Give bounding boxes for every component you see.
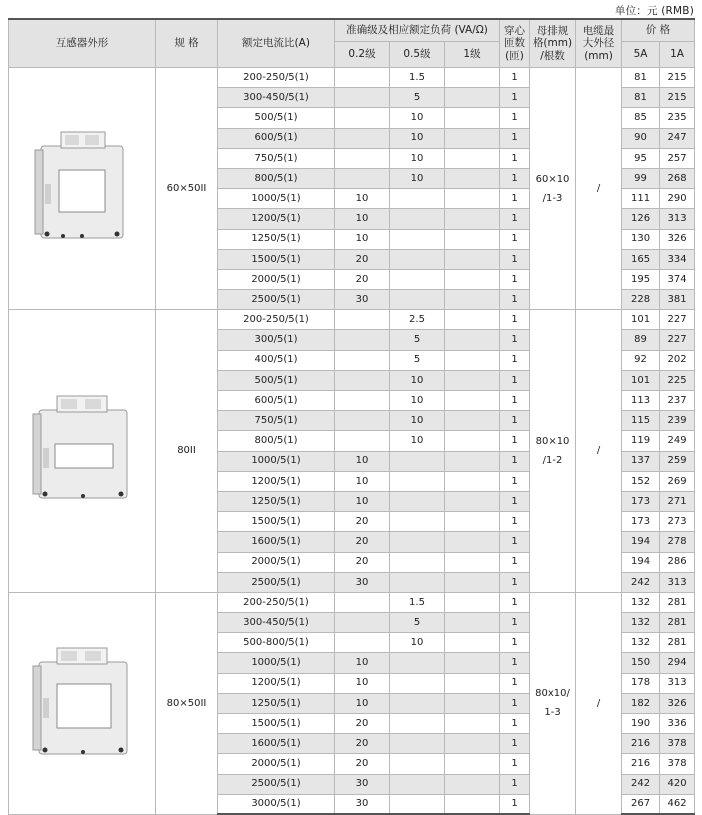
ratio-cell: 750/5(1) <box>218 411 335 431</box>
price-1a-cell: 235 <box>660 108 695 128</box>
acc-02-cell: 10 <box>335 653 390 673</box>
price-1a-cell: 202 <box>660 350 695 370</box>
price-5a-cell: 101 <box>622 370 660 390</box>
price-5a-cell: 119 <box>622 431 660 451</box>
turns-cell: 1 <box>500 532 530 552</box>
ratio-cell: 1600/5(1) <box>218 734 335 754</box>
acc-05-cell <box>390 189 445 209</box>
acc-05-cell <box>390 491 445 511</box>
ratio-cell: 400/5(1) <box>218 350 335 370</box>
ct-60x50-icon <box>9 68 156 310</box>
ratio-cell: 1500/5(1) <box>218 249 335 269</box>
price-1a-cell: 462 <box>660 794 695 814</box>
turns-cell: 1 <box>500 370 530 390</box>
price-1a-cell: 268 <box>660 168 695 188</box>
price-5a-cell: 182 <box>622 693 660 713</box>
turns-cell: 1 <box>500 734 530 754</box>
ratio-cell: 2500/5(1) <box>218 774 335 794</box>
price-1a-cell: 286 <box>660 552 695 572</box>
price-1a-cell: 334 <box>660 249 695 269</box>
ratio-cell: 1000/5(1) <box>218 653 335 673</box>
turns-cell: 1 <box>500 471 530 491</box>
acc-05-cell: 5 <box>390 613 445 633</box>
price-5a-cell: 81 <box>622 88 660 108</box>
acc-05-cell: 10 <box>390 633 445 653</box>
price-1a-cell: 313 <box>660 673 695 693</box>
acc-05-cell: 5 <box>390 350 445 370</box>
acc-05-cell <box>390 451 445 471</box>
ratio-cell: 1500/5(1) <box>218 714 335 734</box>
acc-02-cell: 10 <box>335 471 390 491</box>
turns-cell: 1 <box>500 774 530 794</box>
acc-02-cell <box>335 350 390 370</box>
price-1a-cell: 271 <box>660 491 695 511</box>
price-5a-cell: 130 <box>622 229 660 249</box>
acc-05-cell: 2.5 <box>390 310 445 330</box>
price-5a-cell: 173 <box>622 512 660 532</box>
price-1a-cell: 326 <box>660 693 695 713</box>
turns-cell: 1 <box>500 68 530 88</box>
turns-cell: 1 <box>500 754 530 774</box>
price-5a-cell: 137 <box>622 451 660 471</box>
cable-cell: / <box>576 68 622 310</box>
turns-cell: 1 <box>500 310 530 330</box>
ratio-cell: 1200/5(1) <box>218 471 335 491</box>
turns-cell: 1 <box>500 592 530 612</box>
turns-cell: 1 <box>500 653 530 673</box>
acc-05-cell <box>390 774 445 794</box>
turns-cell: 1 <box>500 128 530 148</box>
price-1a-cell: 225 <box>660 370 695 390</box>
acc-05-cell: 10 <box>390 391 445 411</box>
ratio-cell: 200-250/5(1) <box>218 310 335 330</box>
price-5a-cell: 216 <box>622 734 660 754</box>
acc-05-cell: 10 <box>390 168 445 188</box>
acc-02-cell <box>335 330 390 350</box>
acc-05-cell: 10 <box>390 108 445 128</box>
acc-1-cell <box>445 653 500 673</box>
turns-cell: 1 <box>500 88 530 108</box>
acc-02-cell <box>335 431 390 451</box>
cable-cell: / <box>576 592 622 814</box>
price-1a-cell: 281 <box>660 633 695 653</box>
ratio-cell: 800/5(1) <box>218 168 335 188</box>
acc-1-cell <box>445 431 500 451</box>
ratio-cell: 500-800/5(1) <box>218 633 335 653</box>
acc-02-cell <box>335 128 390 148</box>
turns-cell: 1 <box>500 148 530 168</box>
acc-02-cell: 30 <box>335 290 390 310</box>
turns-cell: 1 <box>500 431 530 451</box>
acc-02-cell: 10 <box>335 189 390 209</box>
turns-cell: 1 <box>500 633 530 653</box>
price-5a-cell: 190 <box>622 714 660 734</box>
acc-1-cell <box>445 774 500 794</box>
acc-05-cell: 10 <box>390 128 445 148</box>
acc-02-cell <box>335 391 390 411</box>
turns-cell: 1 <box>500 391 530 411</box>
acc-02-cell: 30 <box>335 794 390 814</box>
turns-cell: 1 <box>500 189 530 209</box>
price-1a-cell: 249 <box>660 431 695 451</box>
acc-1-cell <box>445 310 500 330</box>
acc-05-cell <box>390 572 445 592</box>
ratio-cell: 1200/5(1) <box>218 209 335 229</box>
unit-label: 单位：元 (RMB) <box>614 5 694 17</box>
price-1a-cell: 237 <box>660 391 695 411</box>
header-spec: 规 格 <box>156 19 218 68</box>
turns-cell: 1 <box>500 613 530 633</box>
acc-1-cell <box>445 491 500 511</box>
acc-1-cell <box>445 572 500 592</box>
price-5a-cell: 101 <box>622 310 660 330</box>
acc-1-cell <box>445 168 500 188</box>
price-1a-cell: 281 <box>660 592 695 612</box>
acc-1-cell <box>445 370 500 390</box>
acc-1-cell <box>445 88 500 108</box>
price-1a-cell: 215 <box>660 88 695 108</box>
ct-80x50-icon <box>9 592 156 814</box>
acc-05-cell <box>390 673 445 693</box>
price-5a-cell: 113 <box>622 391 660 411</box>
acc-02-cell: 20 <box>335 512 390 532</box>
price-1a-cell: 336 <box>660 714 695 734</box>
acc-02-cell: 10 <box>335 693 390 713</box>
acc-05-cell <box>390 209 445 229</box>
ratio-cell: 1000/5(1) <box>218 451 335 471</box>
price-1a-cell: 273 <box>660 512 695 532</box>
acc-1-cell <box>445 754 500 774</box>
header-ratio: 额定电流比(A) <box>218 19 335 68</box>
acc-05-cell <box>390 512 445 532</box>
acc-1-cell <box>445 189 500 209</box>
price-5a-cell: 228 <box>622 290 660 310</box>
header-acc-1: 1级 <box>445 42 500 68</box>
turns-cell: 1 <box>500 290 530 310</box>
turns-cell: 1 <box>500 451 530 471</box>
ratio-cell: 1000/5(1) <box>218 189 335 209</box>
turns-cell: 1 <box>500 552 530 572</box>
price-1a-cell: 227 <box>660 330 695 350</box>
turns-cell: 1 <box>500 168 530 188</box>
price-5a-cell: 85 <box>622 108 660 128</box>
turns-cell: 1 <box>500 572 530 592</box>
price-5a-cell: 267 <box>622 794 660 814</box>
ratio-cell: 3000/5(1) <box>218 794 335 814</box>
header-acc-05: 0.5级 <box>390 42 445 68</box>
turns-cell: 1 <box>500 673 530 693</box>
price-1a-cell: 259 <box>660 451 695 471</box>
turns-cell: 1 <box>500 411 530 431</box>
acc-02-cell <box>335 88 390 108</box>
acc-02-cell: 10 <box>335 209 390 229</box>
acc-02-cell <box>335 370 390 390</box>
ratio-cell: 2000/5(1) <box>218 269 335 289</box>
acc-02-cell: 20 <box>335 754 390 774</box>
acc-05-cell <box>390 249 445 269</box>
acc-1-cell <box>445 552 500 572</box>
busbar-cell: 60×10 /1-3 <box>530 68 576 310</box>
price-5a-cell: 194 <box>622 532 660 552</box>
acc-02-cell: 10 <box>335 451 390 471</box>
price-1a-cell: 227 <box>660 310 695 330</box>
price-5a-cell: 132 <box>622 613 660 633</box>
acc-1-cell <box>445 714 500 734</box>
acc-02-cell <box>335 168 390 188</box>
acc-02-cell <box>335 633 390 653</box>
acc-1-cell <box>445 532 500 552</box>
price-5a-cell: 194 <box>622 552 660 572</box>
table-row <box>9 68 695 88</box>
turns-cell: 1 <box>500 693 530 713</box>
acc-05-cell: 10 <box>390 148 445 168</box>
acc-1-cell <box>445 693 500 713</box>
acc-1-cell <box>445 633 500 653</box>
turns-cell: 1 <box>500 714 530 734</box>
price-1a-cell: 378 <box>660 754 695 774</box>
header-price-1a: 1A <box>660 42 695 68</box>
turns-cell: 1 <box>500 209 530 229</box>
busbar-cell: 80x10/ 1-3 <box>530 592 576 814</box>
acc-05-cell <box>390 693 445 713</box>
turns-cell: 1 <box>500 108 530 128</box>
acc-1-cell <box>445 673 500 693</box>
price-1a-cell: 381 <box>660 290 695 310</box>
ratio-cell: 300-450/5(1) <box>218 88 335 108</box>
turns-cell: 1 <box>500 512 530 532</box>
acc-05-cell <box>390 754 445 774</box>
turns-cell: 1 <box>500 249 530 269</box>
acc-02-cell <box>335 411 390 431</box>
acc-1-cell <box>445 108 500 128</box>
acc-02-cell: 20 <box>335 269 390 289</box>
ratio-cell: 200-250/5(1) <box>218 592 335 612</box>
price-1a-cell: 378 <box>660 734 695 754</box>
ratio-cell: 300-450/5(1) <box>218 613 335 633</box>
acc-02-cell: 10 <box>335 673 390 693</box>
acc-1-cell <box>445 269 500 289</box>
ratio-cell: 200-250/5(1) <box>218 68 335 88</box>
acc-1-cell <box>445 68 500 88</box>
acc-1-cell <box>445 148 500 168</box>
acc-02-cell <box>335 108 390 128</box>
acc-1-cell <box>445 350 500 370</box>
acc-1-cell <box>445 209 500 229</box>
acc-05-cell <box>390 471 445 491</box>
price-1a-cell: 326 <box>660 229 695 249</box>
turns-cell: 1 <box>500 229 530 249</box>
acc-05-cell: 10 <box>390 411 445 431</box>
acc-05-cell <box>390 653 445 673</box>
acc-05-cell <box>390 229 445 249</box>
acc-05-cell <box>390 552 445 572</box>
acc-02-cell <box>335 592 390 612</box>
acc-1-cell <box>445 330 500 350</box>
price-1a-cell: 215 <box>660 68 695 88</box>
price-5a-cell: 152 <box>622 471 660 491</box>
acc-02-cell: 20 <box>335 532 390 552</box>
ratio-cell: 2000/5(1) <box>218 754 335 774</box>
ratio-cell: 750/5(1) <box>218 148 335 168</box>
price-5a-cell: 95 <box>622 148 660 168</box>
turns-cell: 1 <box>500 330 530 350</box>
header-price-5a: 5A <box>622 42 660 68</box>
price-5a-cell: 150 <box>622 653 660 673</box>
price-1a-cell: 420 <box>660 774 695 794</box>
price-5a-cell: 132 <box>622 633 660 653</box>
price-5a-cell: 92 <box>622 350 660 370</box>
price-1a-cell: 313 <box>660 572 695 592</box>
price-1a-cell: 247 <box>660 128 695 148</box>
acc-1-cell <box>445 613 500 633</box>
header-busbar: 母排规 格(mm) /根数 <box>530 19 576 68</box>
acc-05-cell <box>390 290 445 310</box>
table-row <box>9 592 695 612</box>
ratio-cell: 2000/5(1) <box>218 552 335 572</box>
price-1a-cell: 313 <box>660 209 695 229</box>
acc-1-cell <box>445 229 500 249</box>
price-5a-cell: 242 <box>622 572 660 592</box>
header-price: 价 格 <box>622 19 695 42</box>
acc-02-cell: 30 <box>335 572 390 592</box>
price-1a-cell: 257 <box>660 148 695 168</box>
acc-02-cell <box>335 310 390 330</box>
ct-80-icon <box>9 310 156 593</box>
header-turns: 穿心 匝数 (匝) <box>500 19 530 68</box>
acc-1-cell <box>445 794 500 814</box>
ratio-cell: 1600/5(1) <box>218 532 335 552</box>
header-accuracy-group: 准确级及相应额定负荷 (VA/Ω) <box>335 19 500 42</box>
acc-05-cell: 1.5 <box>390 592 445 612</box>
turns-cell: 1 <box>500 269 530 289</box>
price-table <box>8 18 695 815</box>
acc-1-cell <box>445 512 500 532</box>
turns-cell: 1 <box>500 491 530 511</box>
acc-05-cell <box>390 794 445 814</box>
acc-1-cell <box>445 249 500 269</box>
price-5a-cell: 81 <box>622 68 660 88</box>
acc-02-cell: 30 <box>335 774 390 794</box>
acc-1-cell <box>445 411 500 431</box>
price-5a-cell: 132 <box>622 592 660 612</box>
price-1a-cell: 278 <box>660 532 695 552</box>
turns-cell: 1 <box>500 350 530 370</box>
ratio-cell: 2500/5(1) <box>218 572 335 592</box>
ratio-cell: 1250/5(1) <box>218 491 335 511</box>
acc-02-cell: 20 <box>335 249 390 269</box>
acc-02-cell: 20 <box>335 734 390 754</box>
price-1a-cell: 294 <box>660 653 695 673</box>
header-acc-02: 0.2级 <box>335 42 390 68</box>
ratio-cell: 500/5(1) <box>218 108 335 128</box>
acc-1-cell <box>445 391 500 411</box>
price-1a-cell: 281 <box>660 613 695 633</box>
price-5a-cell: 90 <box>622 128 660 148</box>
price-5a-cell: 195 <box>622 269 660 289</box>
acc-1-cell <box>445 734 500 754</box>
header-cable: 电缆最 大外径 (mm) <box>576 19 622 68</box>
acc-02-cell <box>335 613 390 633</box>
price-1a-cell: 290 <box>660 189 695 209</box>
acc-05-cell <box>390 734 445 754</box>
acc-1-cell <box>445 592 500 612</box>
ratio-cell: 1500/5(1) <box>218 512 335 532</box>
acc-05-cell: 10 <box>390 431 445 451</box>
ratio-cell: 800/5(1) <box>218 431 335 451</box>
acc-02-cell <box>335 148 390 168</box>
acc-1-cell <box>445 451 500 471</box>
ratio-cell: 1250/5(1) <box>218 693 335 713</box>
acc-05-cell <box>390 532 445 552</box>
acc-1-cell <box>445 471 500 491</box>
acc-05-cell: 5 <box>390 88 445 108</box>
price-5a-cell: 115 <box>622 411 660 431</box>
acc-1-cell <box>445 290 500 310</box>
ratio-cell: 1250/5(1) <box>218 229 335 249</box>
acc-05-cell: 5 <box>390 330 445 350</box>
price-5a-cell: 242 <box>622 774 660 794</box>
busbar-cell: 80×10 /1-2 <box>530 310 576 593</box>
acc-05-cell <box>390 269 445 289</box>
acc-02-cell: 20 <box>335 552 390 572</box>
spec-cell: 80II <box>156 310 218 593</box>
spec-cell: 60×50II <box>156 68 218 310</box>
ratio-cell: 1200/5(1) <box>218 673 335 693</box>
price-5a-cell: 99 <box>622 168 660 188</box>
price-5a-cell: 173 <box>622 491 660 511</box>
price-5a-cell: 126 <box>622 209 660 229</box>
price-5a-cell: 111 <box>622 189 660 209</box>
spec-cell: 80×50II <box>156 592 218 814</box>
table-row <box>9 310 695 330</box>
turns-cell: 1 <box>500 794 530 814</box>
price-1a-cell: 374 <box>660 269 695 289</box>
price-1a-cell: 269 <box>660 471 695 491</box>
price-1a-cell: 239 <box>660 411 695 431</box>
acc-02-cell <box>335 68 390 88</box>
price-5a-cell: 216 <box>622 754 660 774</box>
acc-1-cell <box>445 128 500 148</box>
acc-02-cell: 10 <box>335 229 390 249</box>
acc-02-cell: 10 <box>335 491 390 511</box>
acc-05-cell <box>390 714 445 734</box>
ratio-cell: 500/5(1) <box>218 370 335 390</box>
ratio-cell: 600/5(1) <box>218 391 335 411</box>
price-5a-cell: 178 <box>622 673 660 693</box>
header-appearance: 互感器外形 <box>9 19 156 68</box>
price-5a-cell: 165 <box>622 249 660 269</box>
cable-cell: / <box>576 310 622 593</box>
ratio-cell: 2500/5(1) <box>218 290 335 310</box>
ratio-cell: 300/5(1) <box>218 330 335 350</box>
ratio-cell: 600/5(1) <box>218 128 335 148</box>
acc-05-cell: 10 <box>390 370 445 390</box>
price-5a-cell: 89 <box>622 330 660 350</box>
acc-05-cell: 1.5 <box>390 68 445 88</box>
acc-02-cell: 20 <box>335 714 390 734</box>
